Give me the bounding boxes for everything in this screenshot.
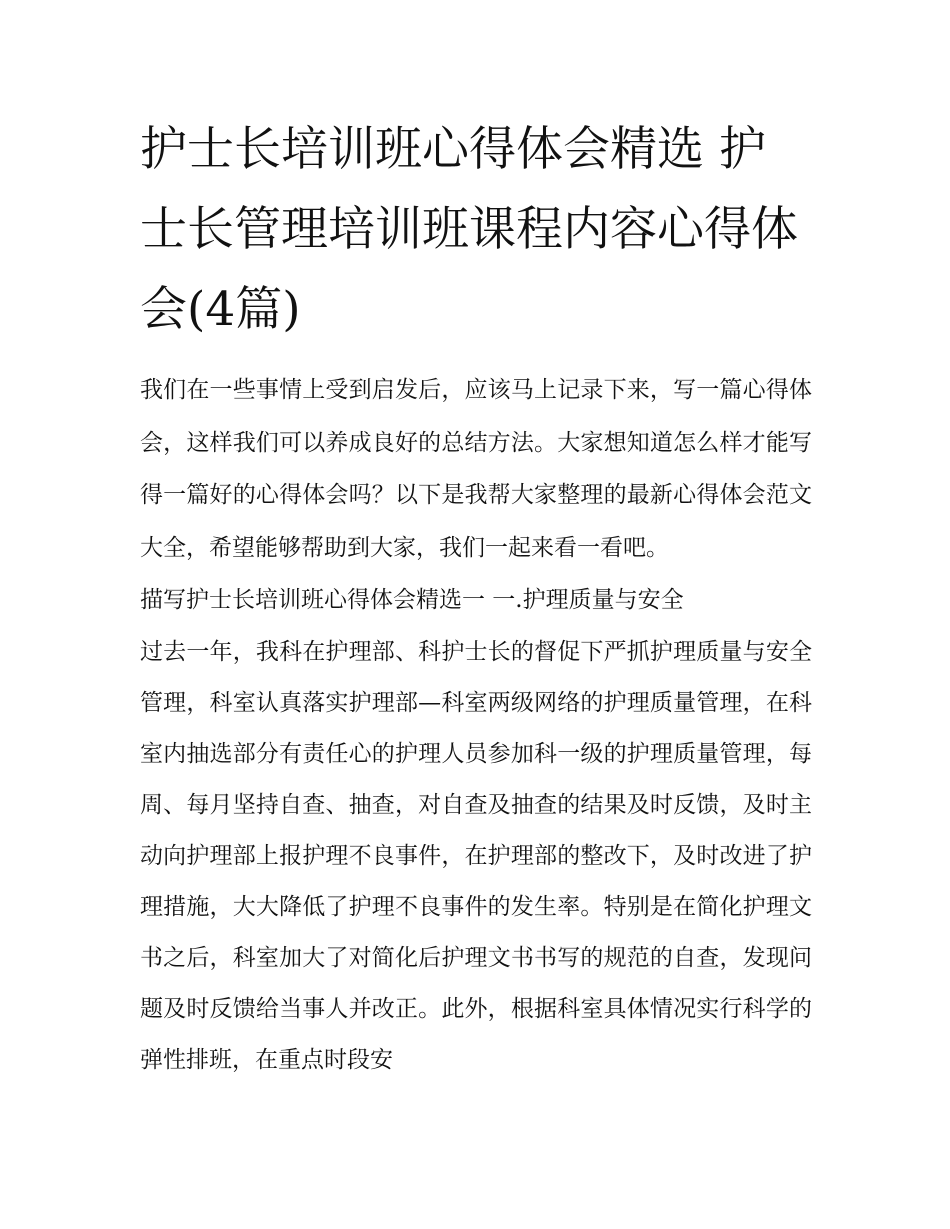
document-page (140, 110, 812, 1086)
document-title: 护士长培训班心得体会精选 护士长管理培训班课程内容心得体会(4篇) (140, 122, 798, 337)
body-paragraph: 过去一年，我科在护理部、科护士长的督促下严抓护理质量与安全管理，科室认真落实护理部—科室两级网络的护理质量管理，在科室内抽选部分有责任心的护理人员参加科一级的护理质量管理，每周、每月坚持自查、抽查，对自查及抽查的结果及时反馈，及时主动向护理部上报护理不良事件，在护理部的整改下，及时改进了护理措施，大大降低了护理不良事件的发生率。特别是在简化护理文书之后，科室加大了对简化后护理文书书写的规范的自查，发现问题及时反馈给当事人并改正。此外，根据科室具体情况实行科学的弹性排班，在重点时段安 (140, 638, 812, 1073)
section-heading: 描写护士长培训班心得体会精选一 一.护理质量与安全 (140, 587, 684, 613)
intro-paragraph: 我们在一些事情上受到启发后，应该马上记录下来，写一篇心得体会，这样我们可以养成良好的总结方法。大家想知道怎么样才能写得一篇好的心得体会吗？以下是我帮大家整理的最新心得体会范文大全，希望能够帮助到大家，我们一起来看一看吧。 (140, 377, 812, 561)
